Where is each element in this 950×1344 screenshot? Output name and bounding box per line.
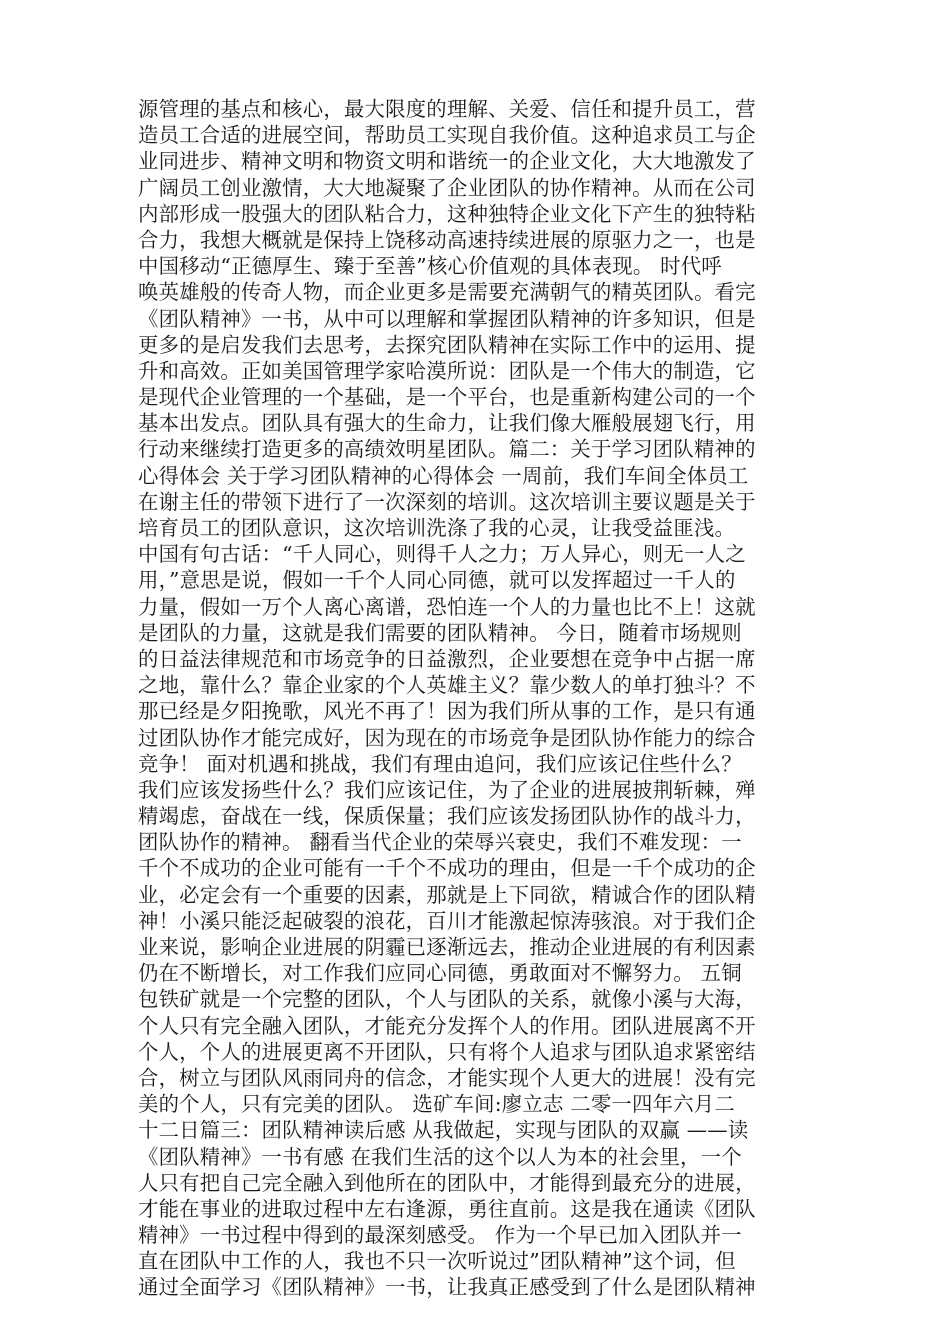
text-line: 《团队精神》一书有感 在我们生活的这个以人为本的社会里，一个 — [138, 1144, 742, 1169]
text-line: 业来说，影响企业进展的阴霾已逐渐远去，推动企业进展的有利因素 — [138, 935, 756, 959]
text-line: 合，树立与团队风雨同舟的信念，才能实现个人更大的进展！没有完 — [138, 1065, 756, 1090]
text-line: 精竭虑，奋战在一线，保质保量；我们应该发扬团队协作的战斗力， — [138, 804, 756, 829]
text-line: 那已经是夕阳挽歌，风光不再了！因为我们所从事的工作，是只有通 — [138, 699, 756, 724]
body-text — [138, 96, 818, 1301]
text-line: 造员工合适的进展空间，帮助员工实现自我价值。这种追求员工与企 — [138, 123, 756, 148]
text-line: 通过全面学习《团队精神》一书，让我真正感受到了什么是团队精神 — [138, 1275, 756, 1300]
text-line: 个人，个人的进展更离不开团队，只有将个人追求与团队追求紧密结 — [138, 1039, 756, 1064]
text-line: 仍在不断增长，对工作我们应同心同德，勇敢面对不懈努力。 五铜 — [138, 961, 742, 986]
text-line: 我们应该发扬些什么？我们应该记住，为了企业的进展披荆斩棘，殚 — [138, 777, 756, 802]
text-line: 中国有句古话：“千人同心，则得千人之力；万人异心，则无一人之 — [138, 542, 746, 567]
text-line: 更多的是启发我们去思考，去探究团队精神在实际工作中的运用、提 — [138, 332, 756, 357]
text-line: 内部形成一股强大的团队粘合力，这种独特企业文化下产生的独特粘 — [138, 201, 756, 226]
text-line: 精神》一书过程中得到的最深刻感受。 作为一个早已加入团队并一 — [138, 1223, 742, 1248]
text-line: 升和高效。正如美国管理学家哈漠所说：团队是一个伟大的制造，它 — [138, 358, 756, 383]
text-line: 源管理的基点和核心，最大限度的理解、关爱、信任和提升员工，营 — [138, 97, 756, 121]
text-line: 力量，假如一万个人离心离谱，恐怕连一个人的力量也比不上！这就 — [138, 594, 756, 619]
text-line: 行动来继续打造更多的高绩效明星团队。篇二：关于学习团队精神的 — [138, 437, 756, 462]
text-line: 《团队精神》一书，从中可以理解和掌握团队精神的许多知识，但是 — [138, 306, 756, 331]
text-line: 用，”意思是说，假如一千个人同心同德，就可以发挥超过一千人的 — [138, 568, 736, 593]
text-line: 十二日篇三：团队精神读后感 从我做起，实现与团队的双赢 ——读 — [138, 1118, 749, 1143]
text-line: 过团队协作才能完成好，因为现在的市场竞争是团队协作能力的综合 — [138, 725, 756, 750]
text-line: 是团队的力量，这就是我们需要的团队精神。 今日，随着市场规则 — [138, 620, 742, 645]
text-line: 千个不成功的企业可能有一千个不成功的理由，但是一千个成功的企 — [138, 856, 756, 881]
text-line: 业，必定会有一个重要的因素，那就是上下同欲，精诚合作的团队精 — [138, 882, 756, 907]
text-line: 个人只有完全融入团队，才能充分发挥个人的作用。团队进展离不开 — [138, 1013, 756, 1038]
text-line: 之地，靠什么？靠企业家的个人英雄主义？靠少数人的单打独斗？不 — [138, 673, 756, 698]
text-line: 人只有把自己完全融入到他所在的团队中，才能得到最充分的进展， — [138, 1170, 756, 1195]
text-line: 直在团队中工作的人，我也不只一次听说过”团队精神”这个词，但 — [138, 1249, 736, 1274]
text-line: 在谢主任的带领下进行了一次深刻的培训。这次培训主要议题是关于 — [138, 489, 756, 514]
text-line: 培育员工的团队意识，这次培训洗涤了我的心灵，让我受益匪浅。 — [138, 516, 736, 540]
text-line: 业同进步、精神文明和物资文明和谐统一的企业文化，大大地激发了 — [138, 149, 756, 174]
text-line: 广阔员工创业激情，大大地凝聚了企业团队的协作精神。从而在公司 — [138, 175, 756, 200]
text-line: 中国移动“正德厚生、臻于至善”核心价值观的具体表现。 时代呼 — [138, 254, 722, 279]
text-line: 神！小溪只能泛起破裂的浪花，百川才能激起惊涛骇浪。对于我们企 — [138, 908, 756, 933]
text-line: 是现代企业管理的一个基础，是一个平台，也是重新构建公司的一个 — [138, 385, 756, 410]
text-line: 基本出发点。团队具有强大的生命力，让我们像大雁般展翅飞行，用 — [138, 411, 756, 436]
text-line: 美的个人，只有完美的团队。 选矿车间:廖立志 二零一四年六月二 — [138, 1092, 735, 1117]
text-line: 合力，我想大概就是保持上饶移动高速持续进展的原驱力之一，也是 — [138, 227, 756, 252]
text-line: 团队协作的精神。 翻看当代企业的荣辱兴衰史，我们不难发现：一 — [138, 830, 742, 855]
text-line: 才能在事业的进取过程中左右逢源，勇往直前。这是我在通读《团队 — [138, 1196, 756, 1221]
text-line: 的日益法律规范和市场竞争的日益激烈，企业要想在竞争中占据一席 — [138, 646, 756, 671]
text-line: 包铁矿就是一个完整的团队，个人与团队的关系，就像小溪与大海， — [138, 987, 756, 1012]
text-line: 竞争！ 面对机遇和挑战，我们有理由追问，我们应该记住些什么？ — [138, 751, 742, 776]
text-line: 心得体会 关于学习团队精神的心得体会 一周前，我们车间全体员工 — [138, 463, 749, 488]
text-line: 唤英雄般的传奇人物，而企业更多是需要充满朝气的精英团队。看完 — [138, 280, 756, 305]
